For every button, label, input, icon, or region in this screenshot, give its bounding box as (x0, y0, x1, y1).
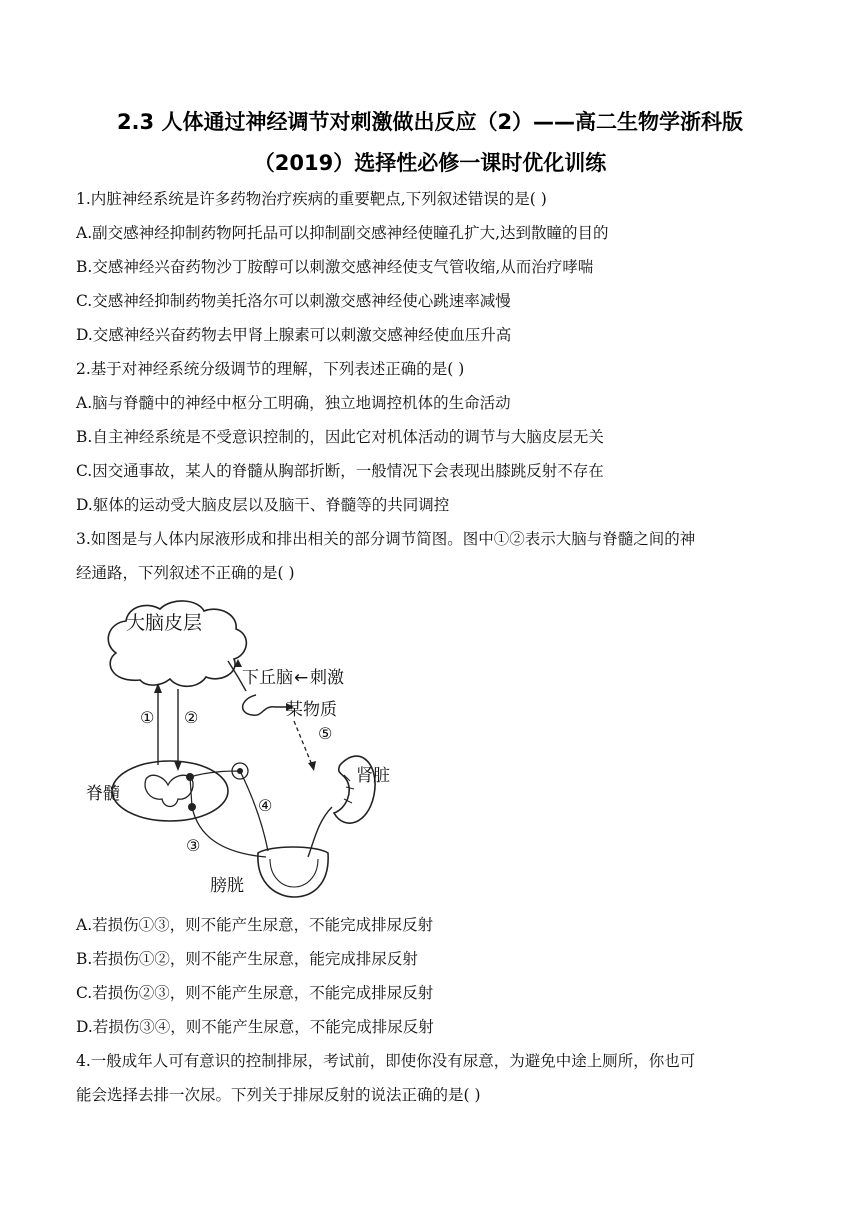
question-3-stem-line2: 经通路，下列叙述不正确的是( ) (76, 564, 295, 582)
question-1-stem: 1.内脏神经系统是许多药物治疗疾病的重要靶点,下列叙述错误的是( ) (76, 190, 547, 208)
hormone-dashed-arrow (294, 721, 312, 765)
pathway-2-arrowhead (174, 761, 182, 771)
pathway-3-line (192, 807, 266, 857)
pituitary-shape (243, 695, 286, 715)
stimulus-arrow: ← (294, 668, 309, 688)
pathway-3-label: ③ (186, 836, 201, 855)
pathway-4-label: ④ (258, 796, 273, 815)
bladder-shape (258, 847, 328, 897)
stimulus-label: 刺激 (310, 668, 344, 688)
pathway-4-line (190, 771, 268, 851)
question-2-option-a: A.脑与脊髓中的神经中枢分工明确，独立地调控机体的生命活动 (76, 394, 511, 412)
spinal-cord-label: 脊髓 (86, 784, 120, 804)
question-1-option-c: C.交感神经抑制药物美托洛尔可以刺激交感神经使心跳速率减慢 (76, 292, 511, 310)
question-3-option-d: D.若损伤③④，则不能产生尿意，不能完成排尿反射 (76, 1018, 434, 1036)
hypothalamus-label: 下丘脑 (242, 668, 293, 688)
question-2-option-d: D.躯体的运动受大脑皮层以及脑干、脊髓等的共同调控 (76, 496, 450, 514)
question-3-option-c: C.若损伤②③，则不能产生尿意，不能完成排尿反射 (76, 984, 434, 1002)
pathway-5-label: ⑤ (318, 724, 333, 743)
substance-label: 某物质 (286, 700, 337, 720)
pathway-1-label: ① (140, 708, 155, 727)
document-title-line2: （2019）选择性必修一课时优化训练 (253, 151, 607, 175)
question-4-stem-line1: 4.一般成年人可有意识的控制排尿，考试前，即使你没有尿意，为避免中途上厕所，你也可 (76, 1052, 696, 1070)
urination-regulation-diagram (80, 595, 390, 900)
question-3-option-a: A.若损伤①③，则不能产生尿意，不能完成排尿反射 (76, 916, 434, 934)
spinal-grey-matter (145, 775, 193, 806)
kidney-label: 肾脏 (356, 766, 390, 786)
question-1-option-d: D.交感神经兴奋药物去甲肾上腺素可以刺激交感神经使血压升高 (76, 326, 512, 344)
question-4-stem-line2: 能会选择去排一次尿。下列关于排尿反射的说法正确的是( ) (76, 1086, 481, 1104)
question-3-stem-line1: 3.如图是与人体内尿液形成和排出相关的部分调节简图。图中①②表示大脑与脊髓之间的神 (76, 530, 696, 548)
document-title-line1: 2.3 人体通过神经调节对刺激做出反应（2）——高二生物学浙科版 (116, 110, 744, 134)
question-1-option-a: A.副交感神经抑制药物阿托品可以抑制副交感神经使瞳孔扩大,达到散瞳的目的 (76, 224, 609, 242)
hormone-dashed-arrowhead (308, 761, 316, 771)
pathway-2-label: ② (184, 708, 199, 727)
question-1-option-b: B.交感神经兴奋药物沙丁胺醇可以刺激交感神经使支气管收缩,从而治疗哮喘 (76, 258, 594, 276)
bladder-label: 膀胱 (210, 876, 244, 896)
cortex-label: 大脑皮层 (126, 612, 203, 634)
question-2-option-b: B.自主神经系统是不受意识控制的，因此它对机体活动的调节与大脑皮层无关 (76, 428, 604, 446)
spinal-cord-section (112, 761, 228, 821)
question-2-stem: 2.基于对神经系统分级调节的理解，下列表述正确的是( ) (76, 360, 465, 378)
bladder-inner-wall (270, 859, 318, 887)
question-3-option-b: B.若损伤①②，则不能产生尿意，能完成排尿反射 (76, 950, 418, 968)
question-2-option-c: C.因交通事故，某人的脊髓从胸部折断，一般情况下会表现出膝跳反射不存在 (76, 462, 604, 480)
